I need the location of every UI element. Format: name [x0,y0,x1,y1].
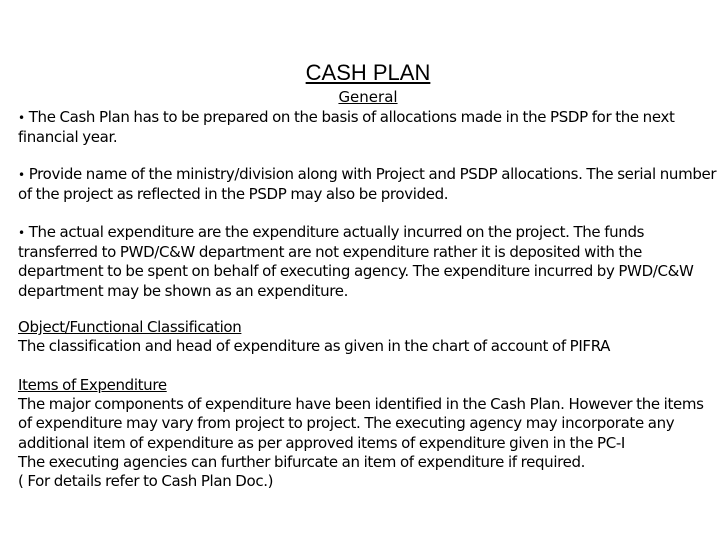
bullet-text: Provide name of the ministry/division along with Project and PSDP allocations. The serial number of the project as reflected in the PSDP may also be provided. [18,165,717,204]
section-heading: Object/Functional Classification [18,318,242,336]
section-text: The classification and head of expenditure as given in the chart of account of PIFRA [18,337,611,356]
bullet-item [18,165,718,204]
bullet-item [18,108,718,147]
section-items-of-expenditure [18,376,718,491]
bullet-icon: • [18,111,25,125]
section-text: ( For details refer to Cash Plan Doc.) [18,472,274,491]
bullet-text: The Cash Plan has to be prepared on the basis of allocations made in the PSDP for the next financial year. [18,108,675,147]
section-heading: Items of Expenditure [18,376,167,394]
bullet-icon: • [18,168,25,182]
section-text: The major components of expenditure have been identified in the Cash Plan. However the items of expenditure may vary from project to project. The executing agency may incorporate any additional item of expenditure as per approved items of expenditure given in the PC-I [18,395,704,452]
page-subtitle: General [338,88,398,106]
bullet-icon: • [18,226,25,240]
section-text: The executing agencies can further bifurcate an item of expenditure if required. [18,452,586,471]
bullet-text: The actual expenditure are the expenditure actually incurred on the project. The funds transferred to PWD/C&W department are not expenditure rather it is deposited with the department to be spent on behalf of executing agency. The expenditure incurred by PWD/C&W department may be shown as an expenditure. [18,223,694,300]
page-title: CASH PLAN [305,60,431,85]
section-classification [18,318,718,356]
bullet-item [18,223,718,301]
